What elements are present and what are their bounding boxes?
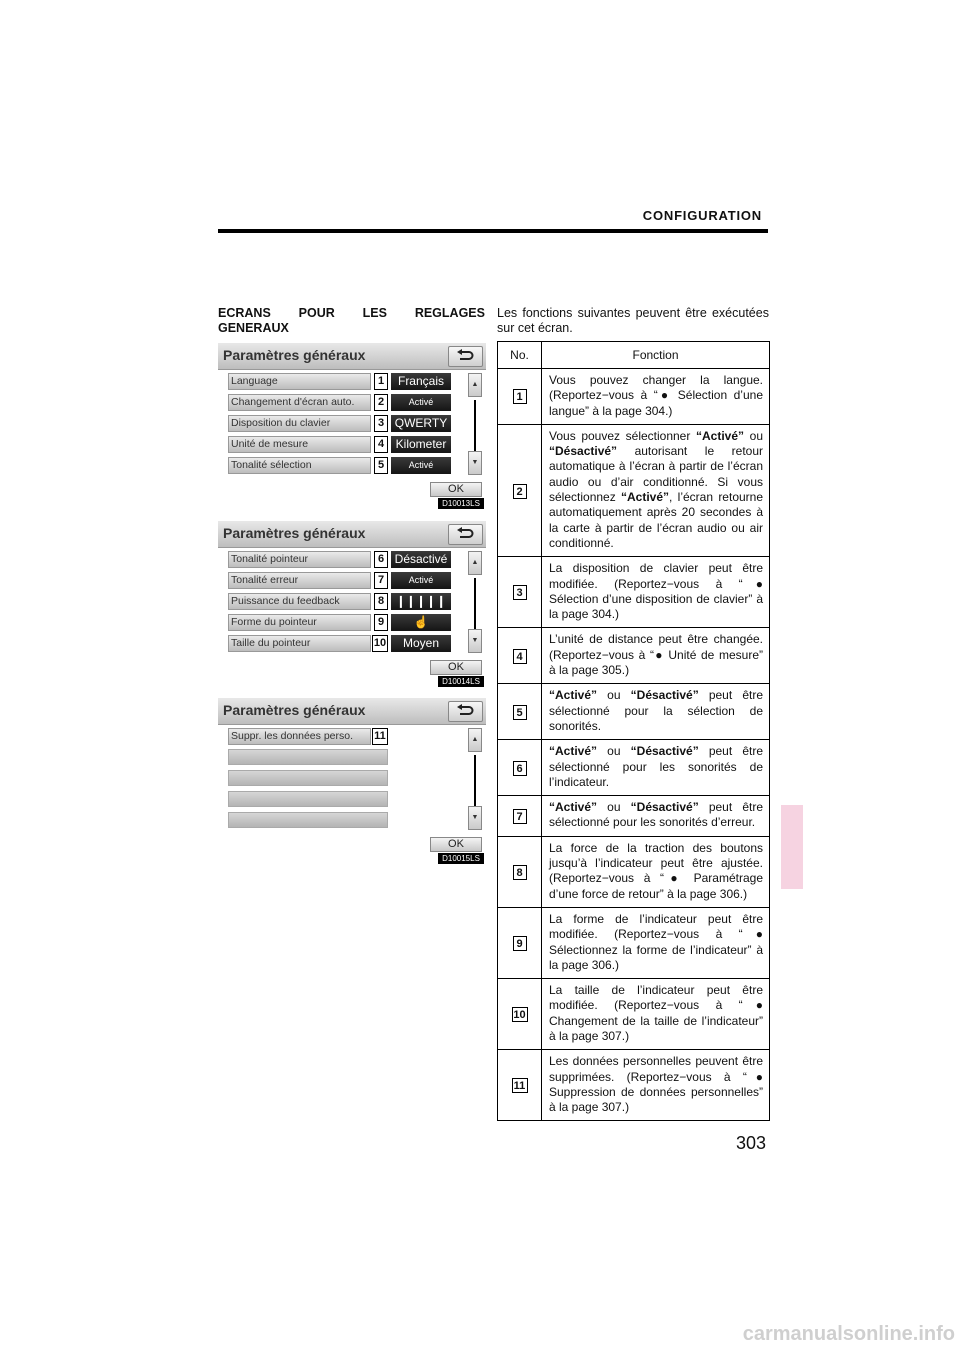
ok-button[interactable]: OK xyxy=(430,660,482,675)
setting-row-select-tone[interactable] xyxy=(228,457,454,474)
row-number: 6 xyxy=(513,761,527,776)
figure-code: D10015LS xyxy=(438,853,484,864)
callout-number: 10 xyxy=(372,635,388,652)
setting-label: Tonalité erreur xyxy=(228,572,371,589)
table-row xyxy=(498,979,770,1050)
setting-value: Activé xyxy=(391,572,451,589)
screen-title-bar xyxy=(218,698,486,725)
row-number: 3 xyxy=(513,585,527,600)
callout-number: 11 xyxy=(372,728,388,745)
header-no: No. xyxy=(498,342,542,369)
chapter-tab xyxy=(781,805,803,889)
setting-label: Tonalité sélection xyxy=(228,457,371,474)
back-arrow-icon xyxy=(456,349,474,363)
row-number: 11 xyxy=(512,1078,528,1093)
empty-row xyxy=(228,812,388,828)
table-row xyxy=(498,836,770,907)
scroll-up-button[interactable]: ▲ xyxy=(468,728,482,752)
row-description: Les données personnelles peuvent être supprimées. (Reportez−vous à “● Suppression de données personnelles” à la page 307.) xyxy=(542,1050,770,1121)
screens-heading xyxy=(218,306,485,336)
callout-number: 8 xyxy=(374,593,388,610)
setting-row-unit[interactable] xyxy=(228,436,454,453)
table-row xyxy=(498,907,770,978)
setting-row-feedback[interactable] xyxy=(228,593,454,610)
setting-row-auto-screen[interactable] xyxy=(228,394,454,411)
setting-row-delete-data[interactable] xyxy=(228,728,454,745)
setting-label: Language xyxy=(228,373,371,390)
header-function: Fonction xyxy=(542,342,770,369)
setting-value: Kilometer xyxy=(391,436,451,453)
setting-label: Changement d'écran auto. xyxy=(228,394,371,411)
callout-number: 9 xyxy=(374,614,388,631)
intro-word: fonctions xyxy=(522,306,573,320)
back-arrow-icon xyxy=(456,527,474,541)
row-number: 2 xyxy=(513,484,527,499)
scroll-down-button[interactable]: ▼ xyxy=(468,806,482,830)
row-description: La force de la traction des boutons jusqu’à l’indicateur peut être ajustée. (Reportez−vous à “● Paramétrage d’une force de retour” à la page 306.) xyxy=(542,836,770,907)
setting-row-language[interactable] xyxy=(228,373,454,390)
intro-word: peuvent xyxy=(635,306,681,320)
heading-word: ECRANS xyxy=(218,306,271,320)
scroll-down-button[interactable]: ▼ xyxy=(468,451,482,475)
watermark: carmanualsonline.info xyxy=(742,1323,955,1345)
table-row xyxy=(498,424,770,556)
intro-line2: sur cet écran. xyxy=(497,321,573,335)
header-rule xyxy=(218,229,768,233)
setting-label: Suppr. les données perso. xyxy=(228,728,371,745)
setting-value: Activé xyxy=(391,457,451,474)
scrollbar-track xyxy=(474,755,476,807)
table-row xyxy=(498,796,770,837)
row-description: La disposition de clavier peut être modifiée. (Reportez−vous à “● Sélection d’une disposition de clavier” à la page 304.) xyxy=(542,557,770,628)
heading-word: LES xyxy=(362,306,387,320)
row-description: Vous pouvez changer la langue. (Reportez−vous à “● Sélection d’une langue” à la page 304.) xyxy=(542,369,770,425)
intro-word: suivantes xyxy=(577,306,631,320)
row-number: 7 xyxy=(513,809,527,824)
setting-value: Désactivé xyxy=(391,551,451,568)
ok-button[interactable]: OK xyxy=(430,482,482,497)
setting-value: Activé xyxy=(391,394,451,411)
intro-word: Les xyxy=(497,306,518,320)
row-description: “Activé” ou “Désactivé” peut être sélectionné pour les sonorités d’erreur. xyxy=(542,796,770,837)
callout-number: 4 xyxy=(374,436,388,453)
setting-label: Forme du pointeur xyxy=(228,614,371,631)
callout-number: 7 xyxy=(374,572,388,589)
row-number: 8 xyxy=(513,865,527,880)
scroll-up-button[interactable]: ▲ xyxy=(468,373,482,397)
back-button[interactable] xyxy=(448,701,483,722)
heading-word: REGLAGES xyxy=(414,306,485,320)
screen-title-bar xyxy=(218,521,486,548)
row-description: “Activé” ou “Désactivé” peut être sélectionné pour les sonorités de l’indicateur. xyxy=(542,740,770,796)
figure-code: D10014LS xyxy=(438,676,484,687)
table-row xyxy=(498,369,770,425)
intro-text xyxy=(497,306,769,336)
intro-word: être xyxy=(685,306,707,320)
screen-title: Paramètres généraux xyxy=(223,702,366,718)
scroll-down-button[interactable]: ▼ xyxy=(468,629,482,653)
setting-row-keyboard[interactable] xyxy=(228,415,454,432)
empty-row xyxy=(228,791,388,807)
scrollbar-track xyxy=(474,400,476,452)
setting-label: Taille du pointeur xyxy=(228,635,371,652)
heading-word: POUR xyxy=(298,306,335,320)
table-row xyxy=(498,557,770,628)
settings-screen-1 xyxy=(218,343,486,515)
row-description: La taille de l’indicateur peut être modifiée. (Reportez−vous à “● Changement de la taille de l’indicateur” à la page 307.) xyxy=(542,979,770,1050)
table-row xyxy=(498,684,770,740)
pointer-hand-icon: ☝ xyxy=(391,614,451,631)
setting-row-error-tone[interactable] xyxy=(228,572,454,589)
function-table xyxy=(497,341,770,1121)
setting-value: Français xyxy=(391,373,451,390)
setting-label: Tonalité pointeur xyxy=(228,551,371,568)
page-number: 303 xyxy=(735,1133,766,1153)
callout-number: 6 xyxy=(374,551,388,568)
table-row xyxy=(498,1050,770,1121)
setting-value: Moyen xyxy=(391,635,451,652)
screen-title: Paramètres généraux xyxy=(223,347,366,363)
row-number: 1 xyxy=(513,389,527,404)
callout-number: 5 xyxy=(374,457,388,474)
heading-line2: GENERAUX xyxy=(218,321,289,335)
screen-title: Paramètres généraux xyxy=(223,525,366,541)
screen-title-bar xyxy=(218,343,486,370)
row-number: 5 xyxy=(513,705,527,720)
callout-number: 3 xyxy=(374,415,388,432)
row-description: Vous pouvez sélectionner “Activé” ou “Désactivé” autorisant le retour automatique à l’écran à partir de l’écran audio ou d’air conditionné. Si vous sélectionnez “Activé”, l’écran retourne automatiquement après 20 secondes à la carte à partir de l’écran audio ou air conditionné. xyxy=(542,424,770,556)
empty-row xyxy=(228,770,388,786)
row-description: “Activé” ou “Désactivé” peut être sélectionné pour la sélection de sonorités. xyxy=(542,684,770,740)
setting-label: Disposition du clavier xyxy=(228,415,371,432)
back-arrow-icon xyxy=(456,704,474,718)
back-button[interactable] xyxy=(448,346,483,367)
setting-label: Puissance du feedback xyxy=(228,593,371,610)
settings-screen-2 xyxy=(218,521,486,693)
table-header xyxy=(498,342,770,369)
callout-number: 2 xyxy=(374,394,388,411)
row-description: L’unité de distance peut être changée. (Reportez−vous à “● Unité de mesure” à la page 305.) xyxy=(542,628,770,684)
callout-number: 1 xyxy=(374,373,388,390)
section-title: CONFIGURATION xyxy=(642,208,762,223)
settings-screen-3 xyxy=(218,698,486,870)
intro-word: exécutées xyxy=(711,306,769,320)
row-number: 4 xyxy=(513,649,527,664)
scrollbar-track xyxy=(474,578,476,630)
row-description: La forme de l’indicateur peut être modifiée. (Reportez−vous à “● Sélectionnez la forme de l’indicateur” à la page 306.) xyxy=(542,907,770,978)
setting-row-pointer-tone[interactable] xyxy=(228,551,454,568)
table-row xyxy=(498,740,770,796)
feedback-level-bars: ❙❙❙❙❙ xyxy=(391,593,451,610)
setting-row-pointer-shape[interactable] xyxy=(228,614,454,631)
row-number: 9 xyxy=(513,936,527,951)
row-number: 10 xyxy=(513,1009,526,1022)
setting-row-pointer-size[interactable] xyxy=(228,635,454,652)
setting-value: QWERTY xyxy=(391,415,451,432)
figure-code: D10013LS xyxy=(438,498,484,509)
empty-row xyxy=(228,749,388,765)
back-button[interactable] xyxy=(448,524,483,545)
setting-label: Unité de mesure xyxy=(228,436,371,453)
scroll-up-button[interactable]: ▲ xyxy=(468,551,482,575)
table-row xyxy=(498,628,770,684)
ok-button[interactable]: OK xyxy=(430,837,482,852)
